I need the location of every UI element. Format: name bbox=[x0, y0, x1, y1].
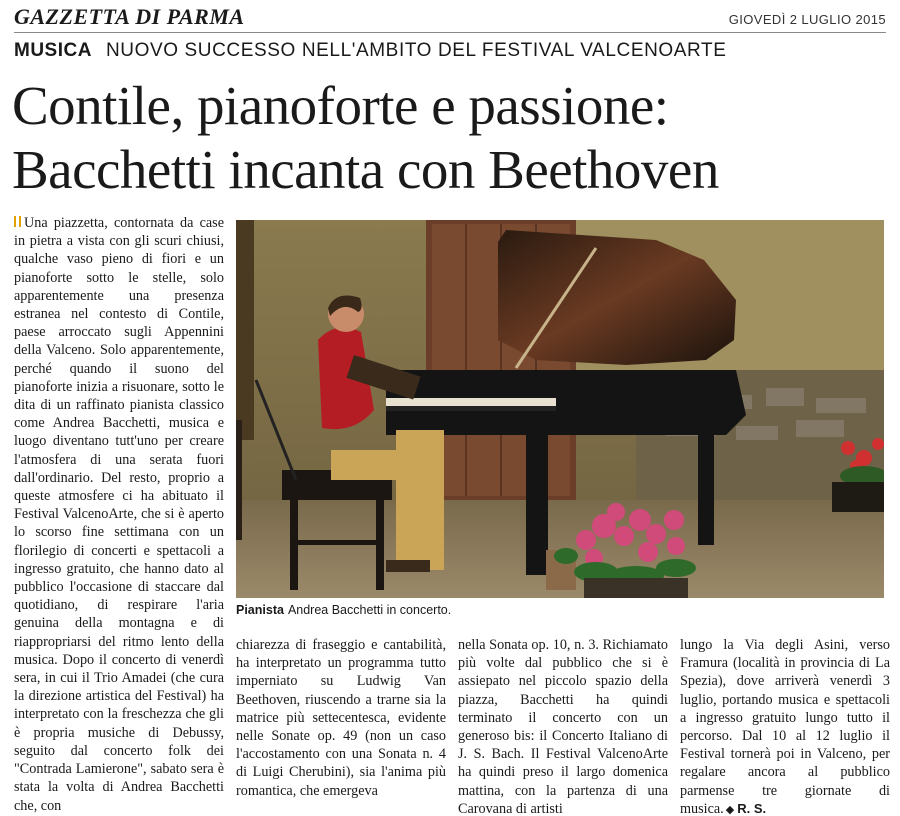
paragraph-start-marker bbox=[14, 216, 21, 227]
masthead-rule bbox=[14, 32, 886, 33]
article-text-col4: lungo la Via degli Asini, verso Framura (località in provincia di La Spezia), dove arriverà venerdì 3 luglio, portando musica e spettacoli a ingresso gratuito lungo tutto il percorso. Dal 10 al 12 luglio il Festival tornerà poi in Valceno, per regalare ancora al pubblico parmense tre giornate di musica. bbox=[680, 637, 890, 816]
headline-line-1: Contile, pianoforte e passione: bbox=[12, 75, 669, 136]
headline-line-2: Bacchetti incanta con Beethoven bbox=[12, 139, 719, 200]
end-of-article-marker: ◆ bbox=[725, 803, 735, 816]
pianist-photo-illustration bbox=[236, 220, 884, 598]
caption-label: Pianista bbox=[236, 603, 284, 617]
article-text-col3: nella Sonata op. 10, n. 3. Richiamato più volte dal pubblico che si è assiepato nel piccolo spazio della piazza, Bacchetti ha quindi terminato il concerto con un generoso bis: il Concerto Italiano di J. S. Bach. Il Festival ValcenoArte ha quindi preso il largo domenica mattina, con la partenza di una Carovana di artisti bbox=[458, 637, 668, 816]
photo-caption bbox=[236, 603, 884, 617]
article-column-3 bbox=[458, 636, 668, 816]
author-signature: R. S. bbox=[737, 800, 767, 816]
caption-text: Andrea Bacchetti in concerto. bbox=[287, 603, 452, 617]
section-label: MUSICA bbox=[14, 40, 92, 61]
kicker-subtitle: NUOVO SUCCESSO NELL'AMBITO DEL FESTIVAL VALCENOARTE bbox=[105, 40, 727, 61]
article-text-col1: Una piazzetta, contornata da case in pietra a vista con gli scuri chiusi, qualche vaso pieno di fiori e un pianoforte sotto le stelle, solo apparentemente una presenza estranea nel contesto di Contile, paese arroccato sugli Appennini della Valceno. Solo apparentemente, perché quando il suono del pianoforte inizia a risuonare, sotto le dita di un raffinato pianista classico come Andrea Bacchetti, musica e luogo diventano tutt'uno per creare l'atmosfera di una serata fuori dall'ordinario. Del resto, proprio a queste atmosfere ci ha abituato il Festival ValcenoArte, che si è aperto lo scorso fine settimana con un florilegio di concerti e spettacoli a ingresso gratuito, che hanno dato al pubblico l'occasione di staccare dal quotidiano, di respirare l'aria genuina della montagna e di riappropriarsi del ritmo lento della musica. Dopo il concerto di venerdì sera, in cui il Trio Amadei (che cura la direzione artistica del Festival) ha interpretato con la freschezza che gli è propria musiche di Debussy, seguito dal concerto folk dei "Contrada Lamierone", sabato sera è stata la volta di Andrea Bacchetti che, con bbox=[14, 215, 224, 814]
article-photo bbox=[236, 220, 884, 598]
section-kicker bbox=[14, 40, 727, 64]
article-column-2 bbox=[236, 636, 446, 816]
article-column-4 bbox=[680, 636, 890, 816]
issue-date: GIOVEDÌ 2 LUGLIO 2015 bbox=[728, 12, 886, 27]
article-text-col2: chiarezza di fraseggio e cantabilità, ha interpretato un programma tutto imperniato su Ludwig Van Beethoven, riuscendo a trarne sia la matrice più settecentesca, evidente nelle Sonate op. 49 (non un caso l'accostamento con una Sonata n. 4 di Luigi Cherubini), sia l'anima più romantica, che emergeva bbox=[236, 637, 446, 799]
newspaper-name: GAZZETTA DI PARMA bbox=[14, 4, 245, 29]
masthead bbox=[14, 4, 886, 32]
article-column-1 bbox=[14, 214, 224, 814]
